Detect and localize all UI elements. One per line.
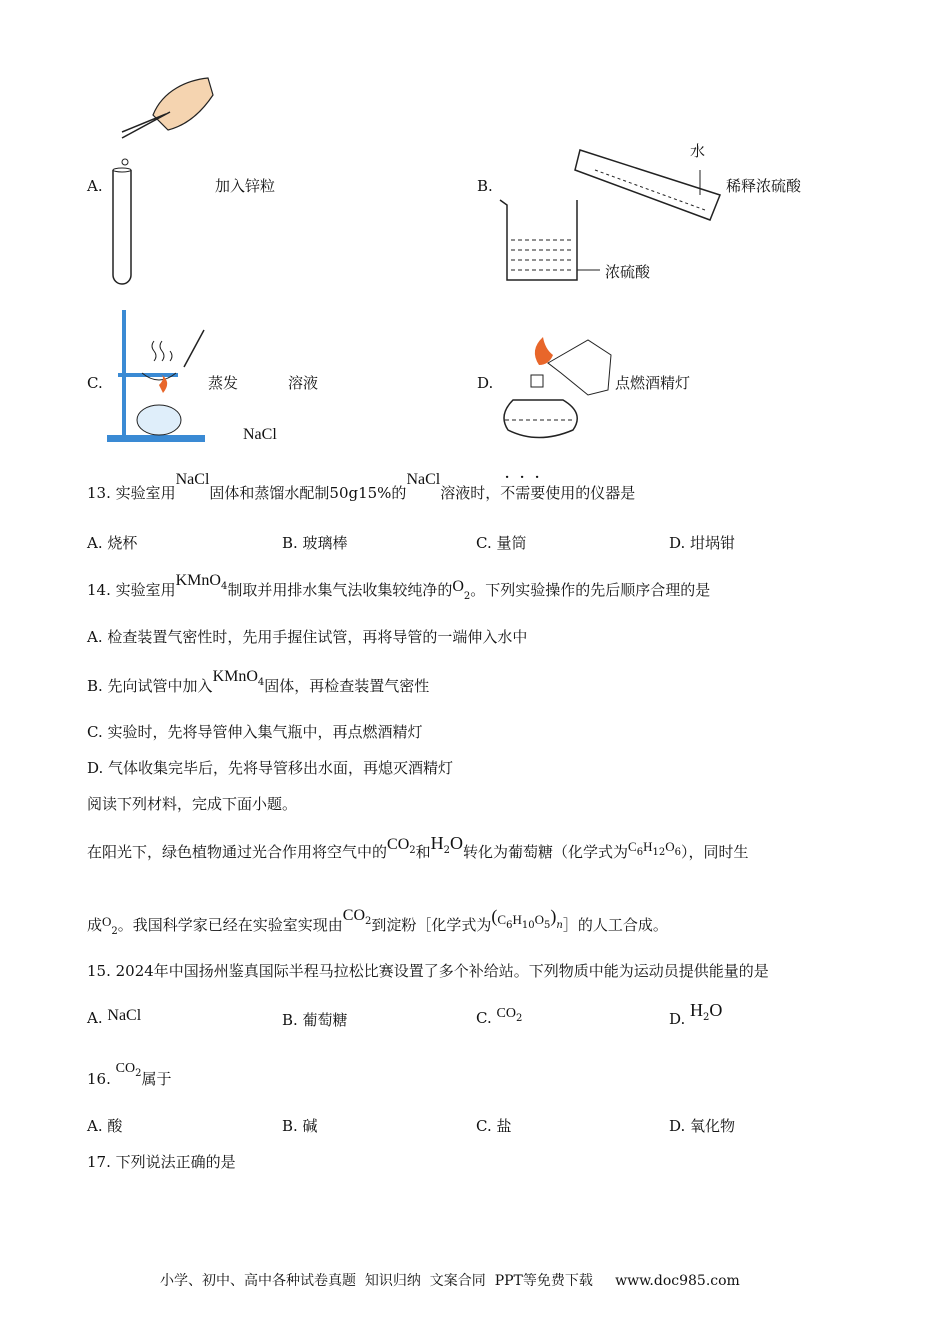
question-16: 16. $CO^2$属于 [87,1061,172,1088]
question-15: 15. 2024年中国扬州鉴真国际半程马拉松比赛设置了多个补给站。下列物质中能为运动员提供能量的是 [87,962,769,980]
q16-option-c: C. 盐 [476,1117,512,1135]
q13-option-a: A. 烧杯 [87,534,138,552]
option-b-acid-label: 浓硫酸 [605,263,651,281]
alcohol-lamp-illustration [493,325,618,445]
q14-option-a: A. 检查装置气密性时，先用手握住试管，再将导管的一端伸入水中 [87,628,528,646]
q13-option-b: B. 玻璃棒 [282,534,348,552]
question-17: 17. 下列说法正确的是 [87,1153,236,1171]
q16-option-b: B. 碱 [282,1117,318,1135]
question-14: 14. 实验室用KMnO$^4$制取并用排水集气法收集较纯净的$O_2$。下列实验操作的先后顺序合理的是 [87,572,711,602]
option-d-letter: D. [477,374,494,392]
option-b-letter: B. [477,177,493,195]
q14-option-c: C. 实验时，先将导管伸入集气瓶中，再点燃酒精灯 [87,723,423,741]
q14-option-b: B. 先向试管中加入KMnO$^4$固体，再检查装置气密性 [87,668,430,695]
q15-option-b: B. 葡萄糖 [282,1011,348,1029]
option-c-formula: NaCl [243,426,277,443]
q14-option-d: D. 气体收集完毕后，先将导管移出水面，再熄灭酒精灯 [87,759,454,777]
page-footer: 小学、初中、高中各种试卷真题 知识归纳 文案合同 PPT等免费下载 www.doc985.com [160,1273,740,1289]
option-d-text: 点燃酒精灯 [615,374,691,392]
option-a-text: 加入锌粒 [215,177,276,195]
q13-option-d: D. 坩埚钳 [669,534,736,552]
evaporation-setup-illustration [104,305,209,445]
option-b-text: 稀释浓硫酸 [726,177,802,195]
option-c-letter: C. [87,374,103,392]
option-a-letter: A. [87,177,103,195]
q15-option-a: A. NaCl [87,1007,142,1027]
q13-option-c: C. 量筒 [476,534,527,552]
test-tube-tweezers-illustration [108,70,218,285]
q15-option-d: D. $H^2O$ [669,1000,723,1028]
q15-option-c: C. $CO_2$ [476,1006,523,1027]
material-line-1: 在阳光下，绿色植物通过光合作用将空气中的$CO^2$和$H^2O$转化为葡萄糖（化学式为$C_6H_{12}O_6$），同时生 [87,833,749,861]
material-line-2: 成$O_2$。我国科学家已经在实验室实现由$CO^2$到淀粉［化学式为$(C_6H_{10}O_5)_n]$的人工合成。 [87,906,668,937]
q16-option-d: D. 氧化物 [669,1117,736,1135]
option-c-text-solution: 溶液 [288,374,319,392]
question-13: 13. 实验室用NaCl固体和蒸馏水配制50g15%的NaCl溶液时，不需要使用的仪器是 [87,471,636,502]
option-b-water-label: 水 [690,142,706,160]
q16-option-a: A. 酸 [87,1117,123,1135]
material-intro: 阅读下列材料，完成下面小题。 [87,795,298,813]
option-c-text-evaporate: 蒸发 [208,374,239,392]
